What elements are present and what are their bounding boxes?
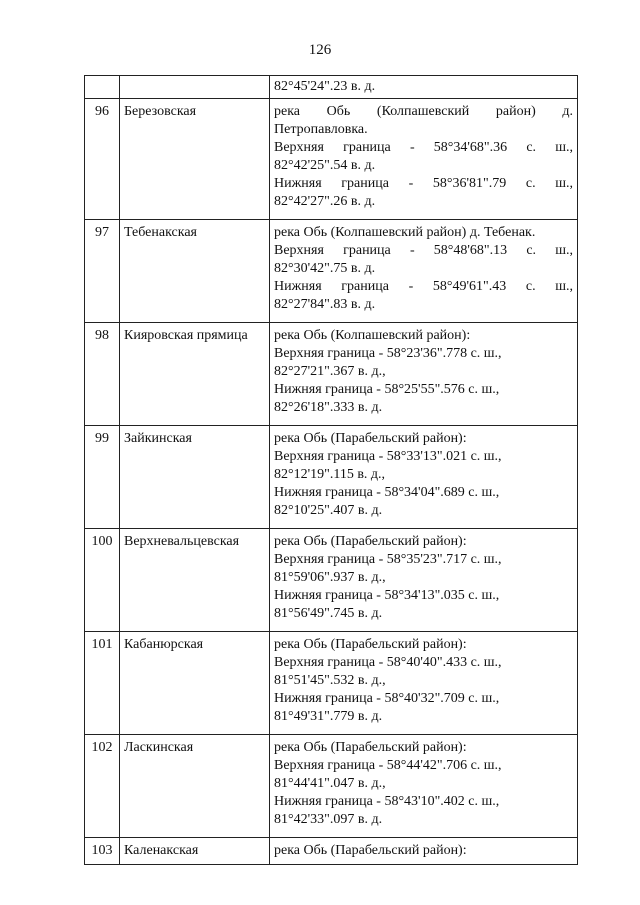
row-number: 102 — [85, 735, 120, 838]
description-line: Верхняя граница - 58°35'23".717 с. ш., — [274, 552, 502, 567]
description-line: река Обь (Парабельский район): — [274, 637, 467, 652]
description-line: Нижняя граница - 58°34'04".689 с. ш., — [274, 485, 500, 500]
site-description — [270, 632, 578, 735]
site-description — [270, 99, 578, 220]
description-line: Нижняя граница - 58°43'10".402 с. ш., — [274, 794, 500, 809]
site-description — [270, 735, 578, 838]
description-line: река Обь (Парабельский район): — [274, 740, 467, 755]
description-line: Нижняя граница - 58°25'55".576 с. ш., — [274, 382, 500, 397]
description-line: Верхняя граница - 58°33'13".021 с. ш., — [274, 449, 502, 464]
site-description — [270, 76, 578, 99]
table-row — [85, 735, 578, 838]
description-line: Верхняя граница - 58°40'40".433 с. ш., — [274, 655, 502, 670]
description-line: Нижняя граница - 58°34'13".035 с. ш., — [274, 588, 500, 603]
description-line: 82°26'18".333 в. д. — [274, 400, 383, 415]
description-line: 81°56'49".745 в. д. — [274, 606, 383, 621]
site-description — [270, 220, 578, 323]
table-row — [85, 220, 578, 323]
description-line: 81°42'33".097 в. д. — [274, 812, 383, 827]
description-line: река Обь (Колпашевский район) д. Тебенак. — [274, 225, 536, 240]
description-line: 82°42'25".54 в. д. — [274, 158, 376, 173]
site-name: Кияровская прямица — [120, 323, 270, 426]
site-name — [120, 76, 270, 99]
description-line: река Обь (Парабельский район): — [274, 843, 467, 858]
site-description — [270, 426, 578, 529]
row-number: 99 — [85, 426, 120, 529]
site-description — [270, 838, 578, 865]
description-line: Нижняя граница - 58°36'81".79 с. ш., — [274, 176, 573, 191]
table-row — [85, 838, 578, 865]
description-line: 81°59'06".937 в. д., — [274, 570, 386, 585]
table-row — [85, 76, 578, 99]
site-name: Березовская — [120, 99, 270, 220]
description-line: Верхняя граница - 58°44'42".706 с. ш., — [274, 758, 502, 773]
description-line: 82°42'27".26 в. д. — [274, 194, 376, 209]
records-table — [84, 75, 578, 865]
site-name: Кабанюрская — [120, 632, 270, 735]
description-line: 82°10'25".407 в. д. — [274, 503, 383, 518]
description-line: Петропавловка. — [274, 122, 368, 137]
site-name: Верхневальцевская — [120, 529, 270, 632]
row-number: 101 — [85, 632, 120, 735]
description-line: река Обь (Парабельский район): — [274, 431, 467, 446]
description-line: 82°12'19".115 в. д., — [274, 467, 386, 482]
description-line: река Обь (Колпашевский район) д. — [274, 104, 573, 119]
table-row — [85, 529, 578, 632]
row-number: 97 — [85, 220, 120, 323]
description-line: Верхняя граница - 58°34'68".36 с. ш., — [274, 140, 573, 155]
description-line: 81°44'41".047 в. д., — [274, 776, 386, 791]
description-line: 81°51'45".532 в. д., — [274, 673, 386, 688]
description-line: 82°27'84".83 в. д. — [274, 297, 376, 312]
page-number: 126 — [308, 42, 332, 58]
row-number: 103 — [85, 838, 120, 865]
table-row — [85, 99, 578, 220]
table-row — [85, 632, 578, 735]
table-row — [85, 323, 578, 426]
site-name: Каленакская — [120, 838, 270, 865]
description-line: 82°27'21".367 в. д., — [274, 364, 386, 379]
description-line: 82°30'42".75 в. д. — [274, 261, 376, 276]
row-number: 100 — [85, 529, 120, 632]
site-name: Ласкинская — [120, 735, 270, 838]
description-line: 81°49'31".779 в. д. — [274, 709, 383, 724]
row-number: 96 — [85, 99, 120, 220]
description-line: река Обь (Колпашевский район): — [274, 328, 471, 343]
description-line: Верхняя граница - 58°48'68".13 с. ш., — [274, 243, 573, 258]
row-number: 98 — [85, 323, 120, 426]
description-line: Нижняя граница - 58°49'61".43 с. ш., — [274, 279, 573, 294]
description-line: река Обь (Парабельский район): — [274, 534, 467, 549]
description-line: 82°45'24".23 в. д. — [274, 79, 376, 94]
description-line: Нижняя граница - 58°40'32".709 с. ш., — [274, 691, 500, 706]
records-table-body — [85, 76, 578, 865]
site-name: Зайкинская — [120, 426, 270, 529]
table-row — [85, 426, 578, 529]
site-description — [270, 529, 578, 632]
row-number — [85, 76, 120, 99]
site-name: Тебенакская — [120, 220, 270, 323]
site-description — [270, 323, 578, 426]
description-line: Верхняя граница - 58°23'36".778 с. ш., — [274, 346, 502, 361]
